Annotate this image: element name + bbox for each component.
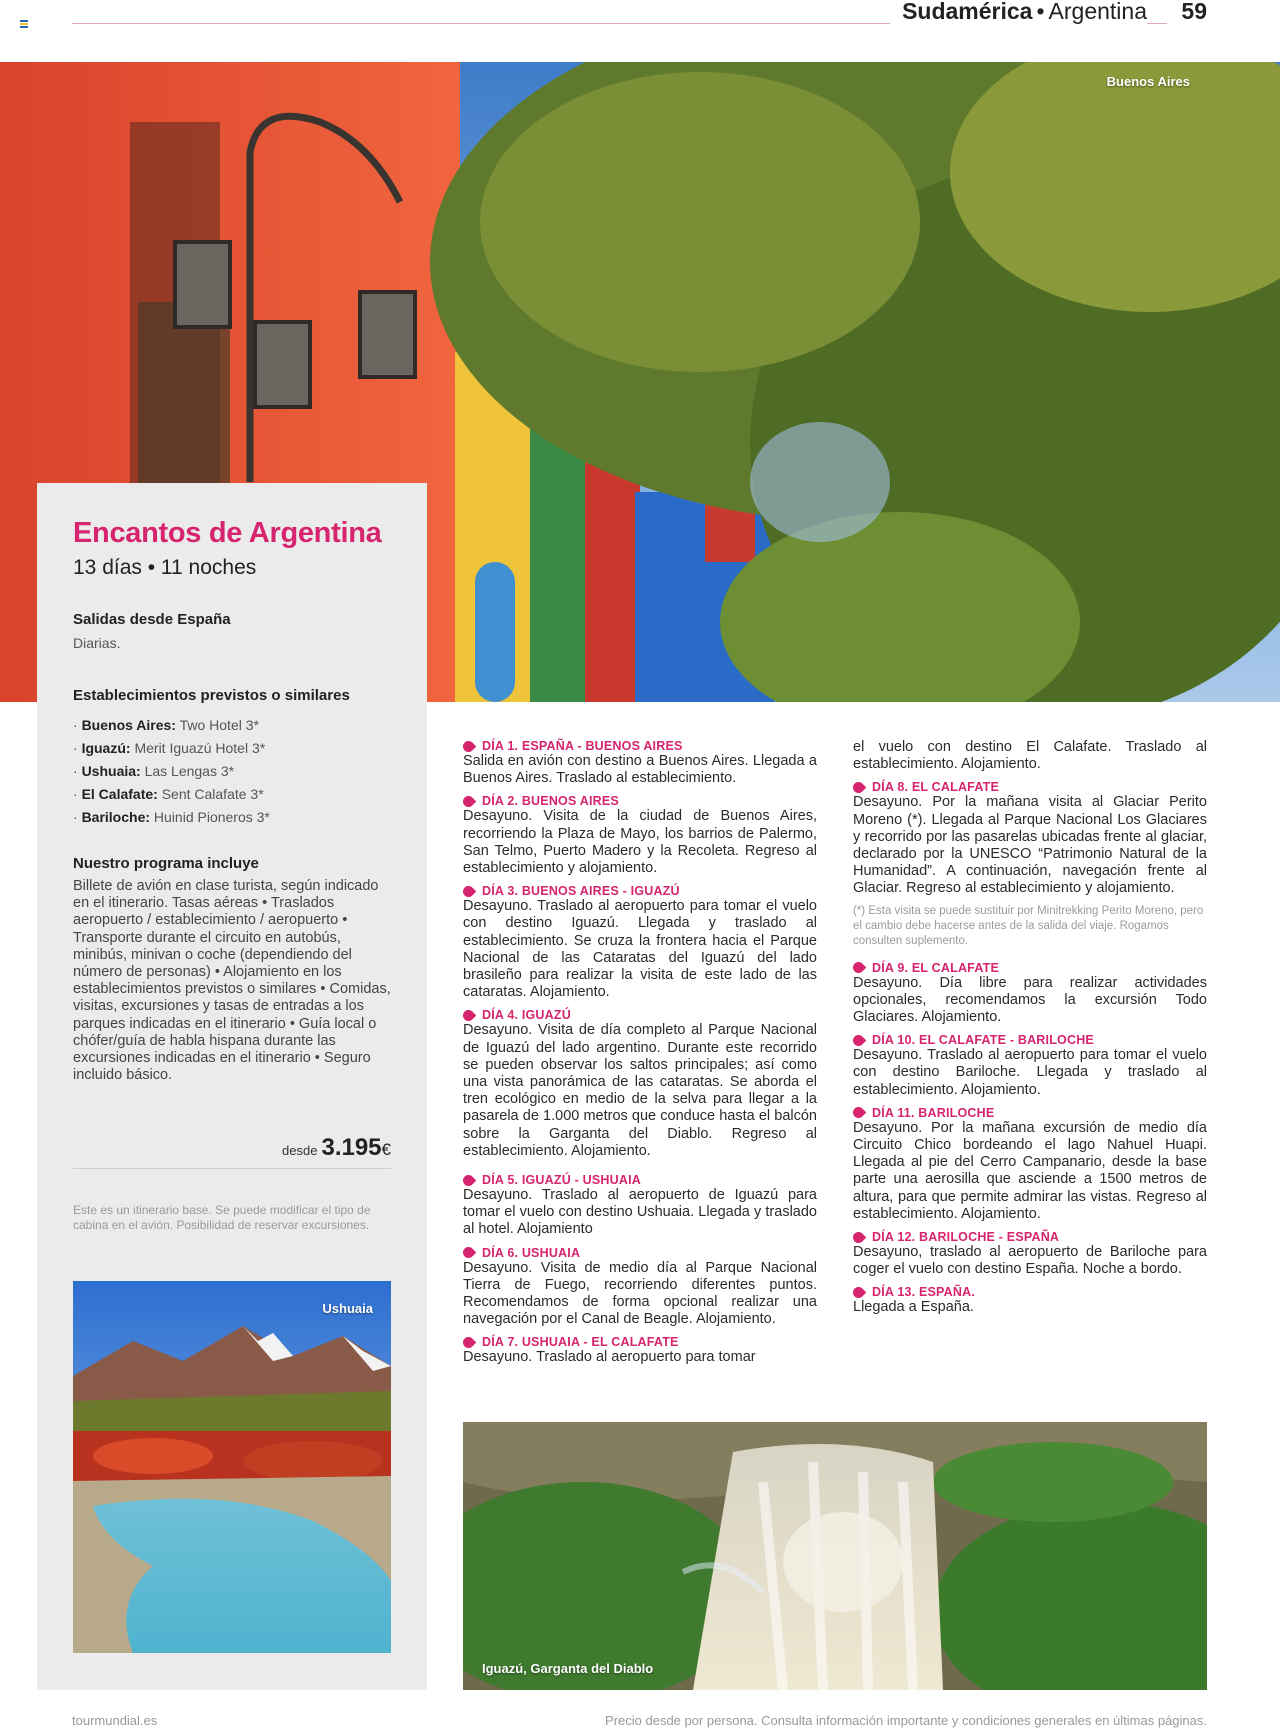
day-heading: DÍA 4. IGUAZÚ (463, 1008, 817, 1022)
page-number: 59 (1167, 0, 1207, 25)
hero-caption: Buenos Aires (1106, 74, 1190, 89)
itinerary-column-2 (853, 739, 1207, 1317)
bullet-icon (851, 1032, 867, 1048)
bullet-icon (461, 1172, 477, 1188)
day-text: Salida en avión con destino a Buenos Aires. Llegada a Buenos Aires. Traslado al establecimiento. (463, 753, 817, 787)
bullet-icon (851, 1105, 867, 1121)
day-heading: DÍA 2. BUENOS AIRES (463, 794, 817, 808)
footer-disclaimer: Precio desde por persona. Consulta información importante y condiciones generales en últimas páginas. (605, 1713, 1207, 1728)
day-heading: DÍA 10. EL CALAFATE - BARILOCHE (853, 1033, 1207, 1047)
price-currency: € (381, 1140, 391, 1159)
day-heading: DÍA 9. EL CALAFATE (853, 961, 1207, 975)
day-heading: DÍA 5. IGUAZÚ - USHUAIA (463, 1173, 817, 1187)
day-text: Desayuno. Traslado al aeropuerto para tomar el vuelo con destino Bariloche. Llegada y traslado al establecimiento. Alojamiento. (853, 1047, 1207, 1098)
region-label: Sudamérica (902, 0, 1033, 24)
tour-info-panel (37, 483, 427, 1690)
price-from-label: desde (282, 1143, 318, 1158)
day-text: Desayuno, traslado al aeropuerto de Bariloche para coger el vuelo con destino España. Noche a bordo. (853, 1244, 1207, 1278)
day-text: Desayuno. Traslado al aeropuerto para tomar (463, 1349, 756, 1366)
day-text: Desayuno. Traslado al aeropuerto para tomar el vuelo con destino Iguazú. Llegada y traslado al establecimiento. Se cruza la frontera hacia el Parque Nacional de las Cataratas del Iguazú del lado brasileño para realizar la visita de este lado de las cataratas. Alojamiento. (463, 898, 817, 1001)
hotel-item: · Buenos Aires: Two Hotel 3* (73, 717, 259, 733)
page-header (0, 0, 1280, 36)
includes-heading: Nuestro programa incluye (73, 855, 259, 872)
day-heading: DÍA 7. USHUAIA - EL CALAFATE (463, 1335, 817, 1349)
day-note: (*) Esta visita se puede sustituir por Minitrekking Perito Moreno, pero el cambio debe hacerse antes de la salida del viaje. Rogamos consulten suplemento. (853, 904, 1204, 947)
bullet-icon (851, 960, 867, 976)
hotels-heading: Establecimientos previstos o similares (73, 687, 350, 704)
price-amount: 3.195 (321, 1134, 382, 1161)
hotel-list (73, 714, 391, 829)
flag-icon (20, 20, 28, 27)
bullet-icon (461, 1245, 477, 1261)
day-text: Llegada a España. (853, 1299, 974, 1316)
footer-site-link[interactable]: tourmundial.es (72, 1713, 158, 1728)
bullet-icon (461, 794, 477, 810)
day-text: Desayuno. Por la mañana visita al Glaciar Perito Moreno (*). Llegada al Parque Nacional Los Glaciares y recorrido por las pasarelas ubicadas frente al glaciar, declarado por la UNESCO “Patrimonio Natural de la Humanidad”. A continuación, navegación frente al Glaciar. Regreso al establecimiento y alojamiento. (853, 794, 1207, 897)
day-heading: DÍA 1. ESPAÑA - BUENOS AIRES (463, 739, 817, 753)
day-text: Desayuno. Visita de día completo al Parque Nacional de Iguazú del lado argentino. Durante este recorrido se pueden observar los saltos principales; así como una vista panorámica de las cataratas. Se aborda el tren ecológico en medio de la selva para llegar a la pasarela de 1.000 metros que conduce hasta el balcón sobre la Garganta del Diablo. Regreso al establecimiento. Alojamiento. (463, 1022, 817, 1159)
day-text-continued: el vuelo con destino El Calafate. Traslado al establecimiento. Alojamiento. (853, 739, 1207, 773)
day-text: Desayuno. Visita de la ciudad de Buenos Aires, recorriendo la Plaza de Mayo, los barrios de Palermo, San Telmo, Puerto Madero y la Recoleta. Regreso al establecimiento y alojamiento. (463, 808, 817, 877)
hotel-item: · El Calafate: Sent Calafate 3* (73, 786, 264, 802)
country-label: Argentina (1048, 0, 1147, 24)
bullet-icon (851, 1285, 867, 1301)
bullet-icon (851, 780, 867, 796)
tour-duration: 13 días • 11 noches (73, 556, 257, 579)
day-heading: DÍA 11. BARILOCHE (853, 1106, 1207, 1120)
day-text: Desayuno. Por la mañana excursión de medio día Circuito Chico bordeando el lago Nahuel Huapi. Llegada al pie del Cerro Campanario, desde la base parte una aerosilla que asciende a 1500 metros de altura, para que permite admirar las vistas. Regreso al establecimiento. Alojamiento. (853, 1119, 1207, 1222)
itinerary-note: Este es un itinerario base. Se puede modificar el tipo de cabina en el avión. Posibilidad de reservar excursiones. (73, 1203, 371, 1232)
day-text: Desayuno. Visita de medio día al Parque Nacional Tierra de Fuego, recorriendo diferentes puntos. Recomendamos de forma opcional realizar una navegación por el Canal de Beagle. Alojamiento. (463, 1259, 817, 1328)
departures-heading: Salidas desde España (73, 611, 231, 628)
bullet-icon (461, 883, 477, 899)
ushuaia-caption: Ushuaia (322, 1301, 373, 1316)
separator: • (1036, 0, 1045, 24)
hotel-item: · Bariloche: Huinid Pioneros 3* (73, 809, 270, 825)
bullet-icon (461, 738, 477, 754)
bullet-icon (461, 1008, 477, 1024)
bullet-icon (851, 1229, 867, 1245)
bullet-icon (461, 1335, 477, 1351)
day-heading: DÍA 3. BUENOS AIRES - IGUAZÚ (463, 884, 817, 898)
hotel-item: · Iguazú: Merit Iguazú Hotel 3* (73, 740, 266, 756)
photo-ushuaia (73, 1281, 391, 1653)
price (73, 1134, 391, 1169)
itinerary-column-1 (463, 739, 817, 1367)
iguazu-caption: Iguazú, Garganta del Diablo (482, 1661, 654, 1676)
departures-text: Diarias. (73, 635, 121, 651)
tour-title: Encantos de Argentina (73, 517, 382, 549)
day-heading: DÍA 8. EL CALAFATE (853, 780, 1207, 794)
day-heading: DÍA 6. USHUAIA (463, 1246, 817, 1260)
photo-iguazu (463, 1422, 1207, 1690)
section-title (890, 0, 1147, 25)
day-heading: DÍA 12. BARILOCHE - ESPAÑA (853, 1230, 1207, 1244)
day-text: Desayuno. Traslado al aeropuerto de Iguazú para tomar el vuelo con destino Ushuaia. Llegada y traslado al hotel. Alojamiento (463, 1187, 817, 1238)
day-text: Desayuno. Día libre para realizar actividades opcionales, recomendamos la excursión Todo Glaciares. Alojamiento. (853, 974, 1207, 1026)
hotel-item: · Ushuaia: Las Lengas 3* (73, 763, 235, 779)
day-heading: DÍA 13. ESPAÑA. (853, 1285, 1207, 1299)
includes-text: Billete de avión en clase turista, según indicado en el itinerario. Tasas aéreas • Traslados aeropuerto / establecimiento / aeropuerto • Transporte durante el circuito en autobús, minibús, minivan o coche (dependiendo del número de personas) • Alojamiento en los establecimientos previstos o similares • Comidas, visitas, excursiones y tasas de entradas a los parques indicadas en el itinerario • Guía local o chófer/guía de habla hispana durante las excursiones indicadas en el itinerario • Seguro incluido básico. (73, 878, 391, 1084)
